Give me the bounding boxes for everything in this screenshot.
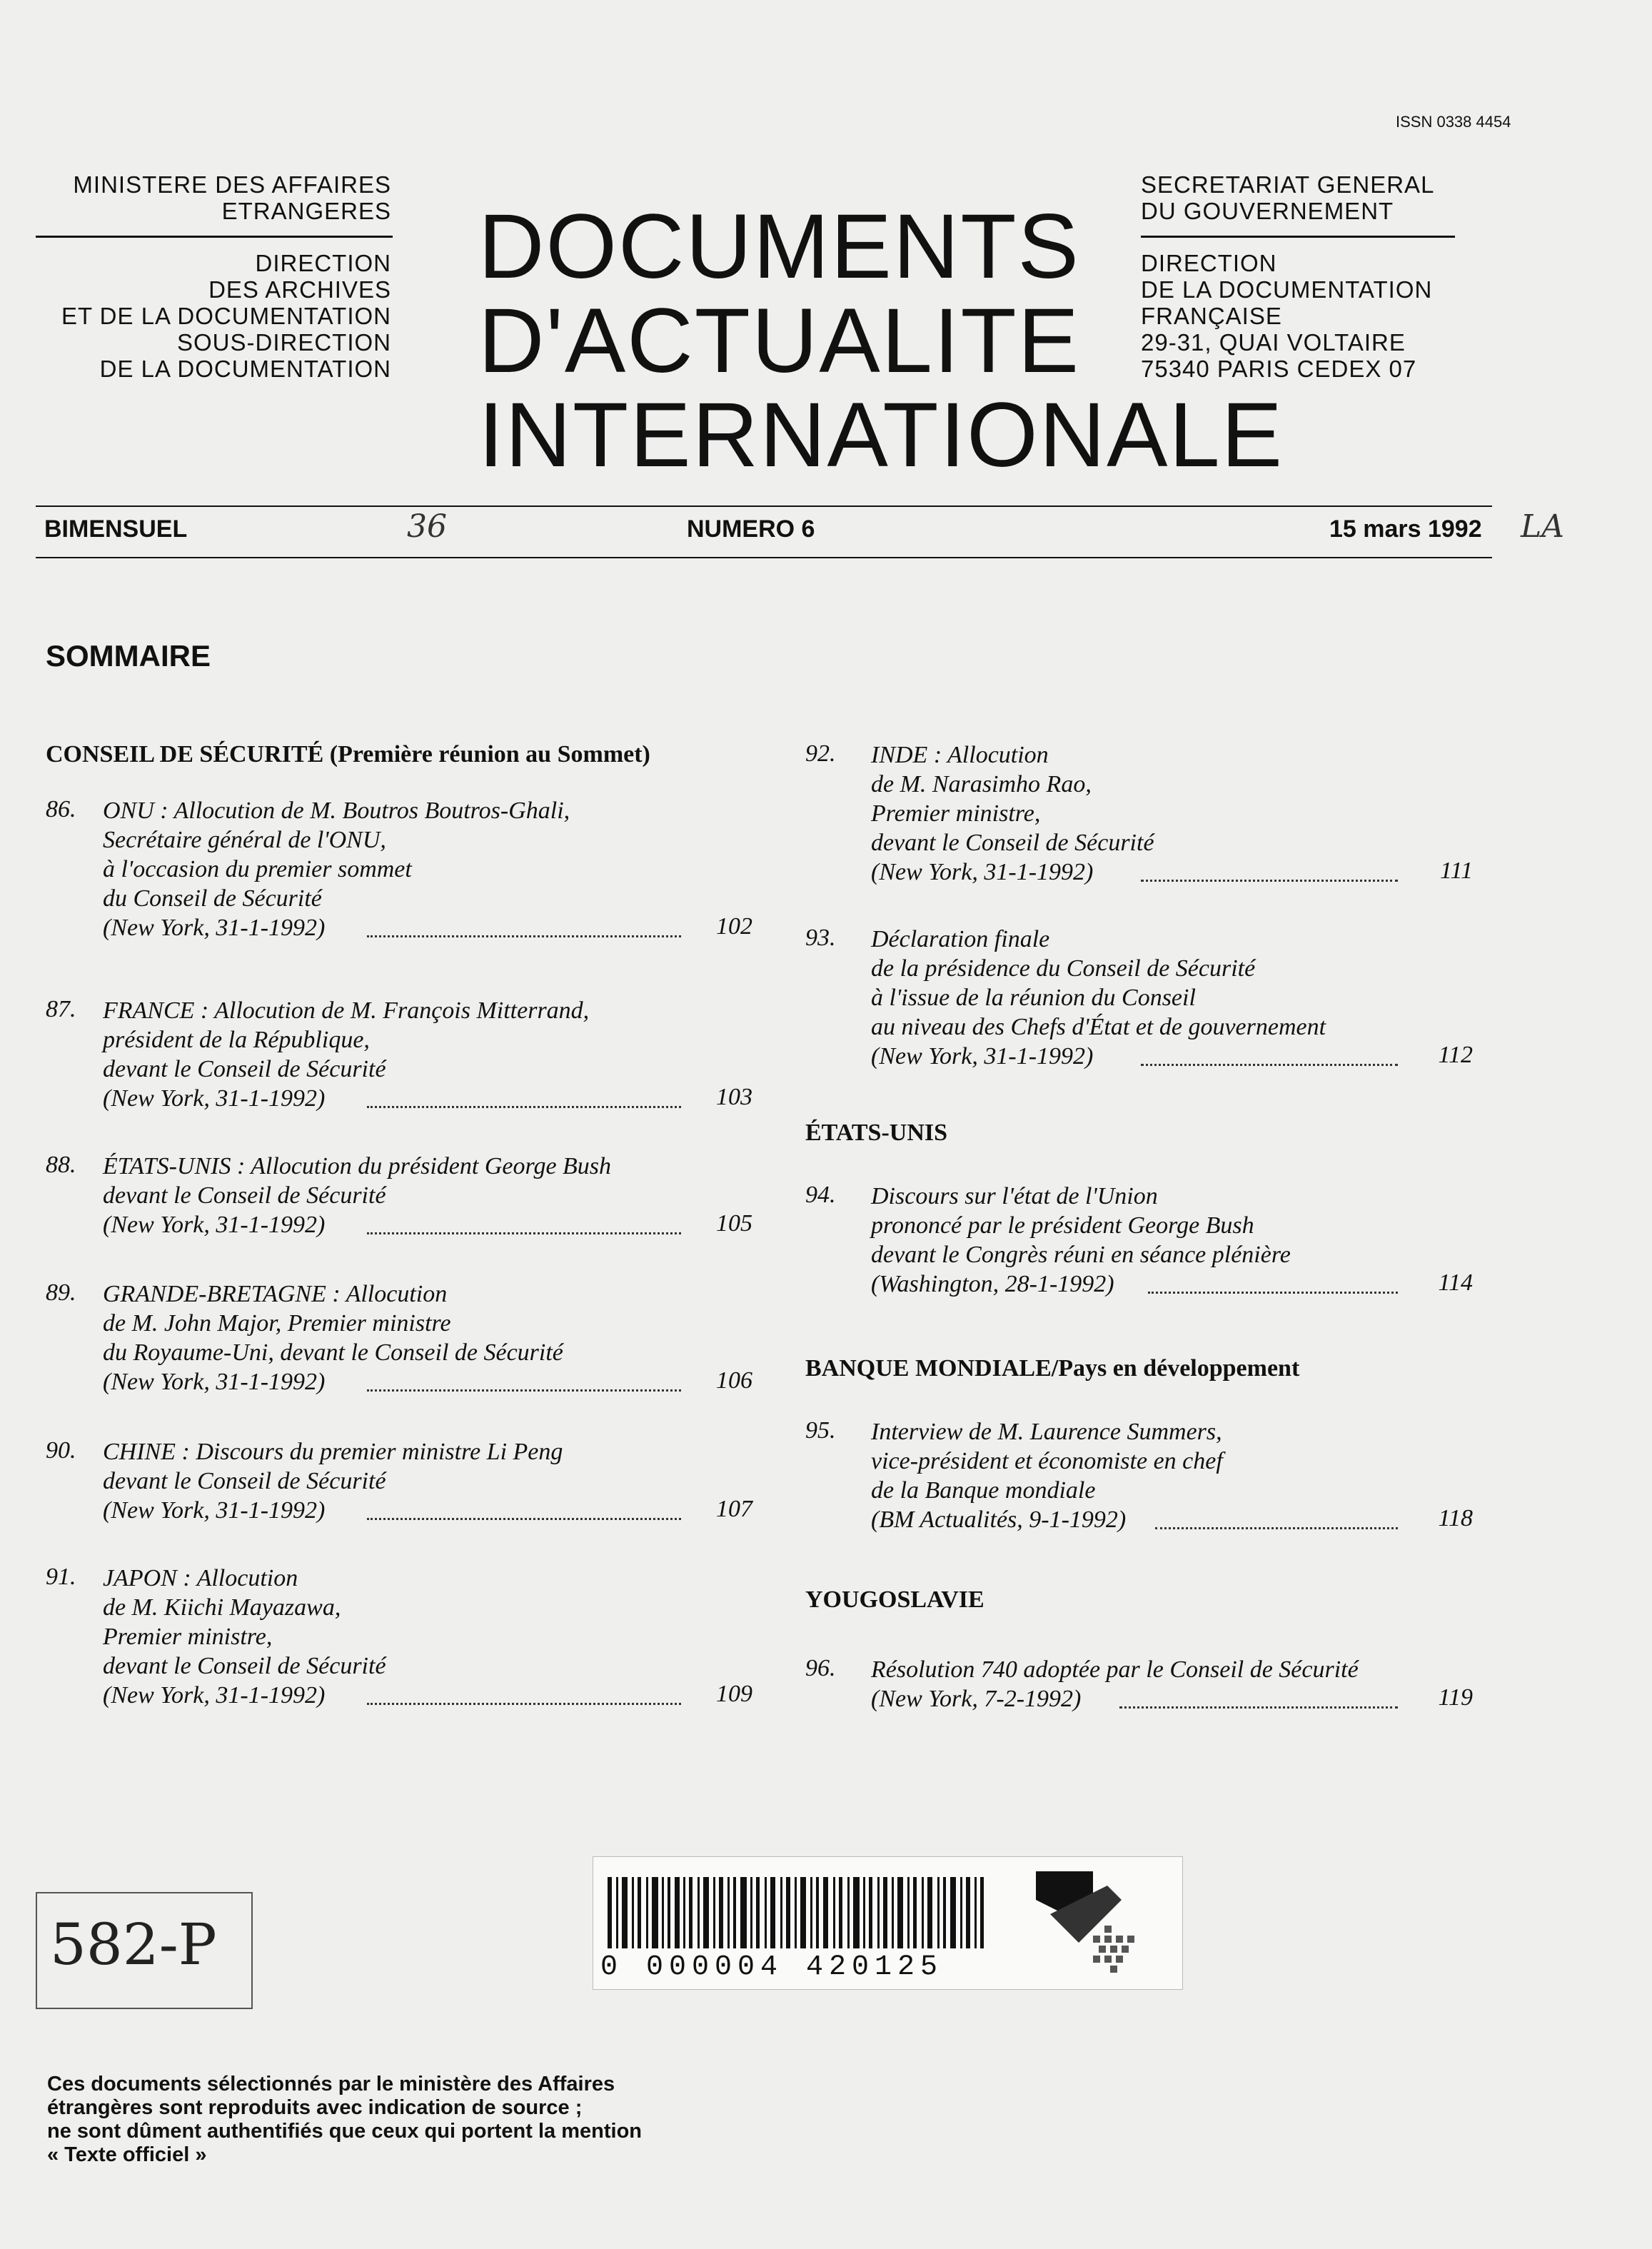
page-number: 107	[716, 1496, 752, 1522]
barcode-digits: 0 000004 420125	[600, 1951, 944, 1983]
entry-number: 90.	[46, 1437, 76, 1464]
toc-entry[interactable]	[805, 925, 1519, 1082]
entry-number: 95.	[805, 1417, 836, 1444]
page-number: 103	[716, 1084, 752, 1110]
entry-line: (New York, 31-1-1992)	[871, 1043, 1094, 1070]
header-right-line: SECRETARIAT GENERAL	[1141, 171, 1435, 198]
toc-entry[interactable]	[805, 1655, 1519, 1726]
entry-line: INDE : Allocution	[871, 742, 1049, 768]
toc-entry[interactable]	[46, 1437, 774, 1530]
entry-line: (BM Actualités, 9-1-1992)	[871, 1506, 1127, 1533]
page-number: 118	[1438, 1505, 1473, 1531]
entry-line: devant le Congrès réuni en séance plénière	[871, 1242, 1291, 1268]
footer-line: étrangères sont reproduits avec indication de source ;	[47, 2096, 583, 2119]
toc-entry[interactable]	[46, 1564, 774, 1721]
footer-line: ne sont dûment authentifiés que ceux qui portent la mention	[47, 2120, 642, 2143]
entry-line: devant le Conseil de Sécurité	[103, 1056, 386, 1082]
entry-line: de M. Narasimho Rao,	[871, 771, 1092, 798]
entry-line: JAPON : Allocution	[103, 1565, 298, 1591]
footer-notice	[47, 2073, 642, 2167]
entry-number: 91.	[46, 1564, 76, 1590]
issue-number: NUMERO 6	[687, 515, 815, 543]
entry-line: président de la République,	[103, 1027, 370, 1053]
entry-line: de M. John Major, Premier ministre	[103, 1310, 451, 1337]
footer-line: Ces documents sélectionnés par le ministère des Affaires	[47, 2073, 615, 2095]
header-left-line: DIRECTION	[255, 250, 391, 276]
entry-line: Résolution 740 adoptée par le Conseil de Sécurité	[871, 1656, 1359, 1683]
entry-line: de M. Kiichi Mayazawa,	[103, 1594, 341, 1621]
meta-rule-top	[36, 505, 1492, 507]
entry-number: 88.	[46, 1152, 76, 1178]
title-line: INTERNATIONALE	[478, 384, 1284, 486]
entry-line: de la Banque mondiale	[871, 1477, 1096, 1504]
entry-line: devant le Conseil de Sécurité	[103, 1653, 386, 1679]
archive-stamp-text: 582-P	[50, 1911, 217, 1978]
entry-line: Premier ministre,	[103, 1624, 273, 1650]
page-number: 112	[1438, 1042, 1473, 1068]
page-number: 102	[716, 913, 752, 940]
handwritten-number: 36	[407, 508, 447, 545]
entry-line: (New York, 31-1-1992)	[103, 1369, 326, 1395]
entry-line: devant le Conseil de Sécurité	[871, 830, 1154, 856]
toc-entry[interactable]	[805, 1417, 1519, 1546]
page-number: 111	[1440, 857, 1473, 884]
entry-line: ONU : Allocution de M. Boutros Boutros-Ghali,	[103, 798, 570, 824]
section-world-bank: BANQUE MONDIALE/Pays en développement	[805, 1355, 1300, 1382]
entry-number: 89.	[46, 1279, 76, 1306]
leader-dots	[1148, 1292, 1398, 1294]
section-united-states: ÉTATS-UNIS	[805, 1120, 948, 1146]
entry-line: vice-président et économiste en chef	[871, 1448, 1223, 1474]
handwritten-initials: LA	[1521, 508, 1564, 545]
title-line: D'ACTUALITE	[478, 290, 1080, 392]
entry-line: CHINE : Discours du premier ministre Li Peng	[103, 1439, 563, 1465]
leader-dots	[1141, 1064, 1398, 1066]
leader-dots	[367, 1389, 681, 1392]
header-right-line: DE LA DOCUMENTATION	[1141, 276, 1433, 303]
entry-line: (New York, 31-1-1992)	[103, 1212, 326, 1238]
toc-entry[interactable]	[46, 1279, 774, 1401]
header-left-line: DES ARCHIVES	[208, 276, 391, 303]
entry-line: (New York, 31-1-1992)	[871, 859, 1094, 885]
entry-line: du Conseil de Sécurité	[103, 885, 322, 912]
direction-archives	[61, 250, 391, 382]
toc-entry[interactable]	[46, 996, 774, 1117]
issue-date: 15 mars 1992	[1329, 515, 1482, 543]
sommaire-heading: SOMMAIRE	[46, 639, 211, 673]
header-left-line: SOUS-DIRECTION	[176, 329, 391, 356]
page-number: 114	[1438, 1269, 1473, 1296]
entry-line: devant le Conseil de Sécurité	[103, 1182, 386, 1209]
header-left-rule	[36, 236, 393, 238]
entry-line: ÉTATS-UNIS : Allocution du président George Bush	[103, 1153, 612, 1179]
entry-line: à l'issue de la réunion du Conseil	[871, 985, 1196, 1011]
entry-number: 96.	[805, 1655, 836, 1681]
entry-line: devant le Conseil de Sécurité	[103, 1468, 386, 1494]
page-number: 106	[716, 1367, 752, 1394]
entry-line: Discours sur l'état de l'Union	[871, 1183, 1158, 1209]
section-security-council: CONSEIL DE SÉCURITÉ (Première réunion au Sommet)	[46, 741, 650, 768]
entry-number: 92.	[805, 740, 836, 767]
frequency-label: BIMENSUEL	[44, 515, 188, 543]
entry-number: 93.	[805, 925, 836, 951]
leader-dots	[367, 1518, 681, 1520]
footer-line: « Texte officiel »	[47, 2143, 207, 2166]
barcode-label	[593, 1856, 1183, 1990]
header-right-line: 75340 PARIS CEDEX 07	[1141, 356, 1417, 382]
header-left-line: DE LA DOCUMENTATION	[99, 356, 391, 382]
entry-number: 87.	[46, 996, 76, 1022]
entry-line: Premier ministre,	[871, 800, 1041, 827]
archive-stamp-box	[36, 1892, 253, 2009]
entry-line: Interview de M. Laurence Summers,	[871, 1419, 1222, 1445]
header-left-line: ET DE LA DOCUMENTATION	[61, 303, 391, 329]
entry-line: FRANCE : Allocution de M. François Mitterrand,	[103, 997, 590, 1024]
leader-dots	[367, 1106, 681, 1108]
entry-number: 86.	[46, 796, 76, 822]
page-number: 109	[716, 1681, 752, 1707]
header-left-line: ETRANGERES	[221, 198, 391, 224]
ministry-name	[73, 171, 391, 224]
entry-line: (New York, 31-1-1992)	[103, 1682, 326, 1709]
page-number: 119	[1438, 1684, 1473, 1711]
page-number: 105	[716, 1210, 752, 1237]
toc-entry[interactable]	[805, 1182, 1519, 1310]
section-yugoslavia: YOUGOSLAVIE	[805, 1586, 984, 1613]
toc-entry[interactable]	[46, 1152, 774, 1244]
leader-dots	[367, 935, 681, 937]
entry-line: (New York, 7-2-1992)	[871, 1686, 1082, 1712]
entry-line: Secrétaire général de l'ONU,	[103, 827, 386, 853]
leader-dots	[1119, 1706, 1398, 1709]
entry-line: de la présidence du Conseil de Sécurité	[871, 955, 1256, 982]
toc-entry[interactable]	[46, 796, 774, 967]
entry-line: (New York, 31-1-1992)	[103, 1497, 326, 1524]
issn-number: ISSN 0338 4454	[1396, 113, 1511, 131]
entry-line: (New York, 31-1-1992)	[103, 1085, 326, 1112]
entry-line: GRANDE-BRETAGNE : Allocution	[103, 1281, 448, 1307]
entry-number: 94.	[805, 1182, 836, 1208]
header-right-line: DIRECTION	[1141, 250, 1277, 276]
entry-line: (New York, 31-1-1992)	[103, 915, 326, 941]
leader-dots	[1141, 880, 1398, 882]
entry-line: (Washington, 28-1-1992)	[871, 1271, 1114, 1297]
entry-line: à l'occasion du premier sommet	[103, 856, 412, 882]
entry-line: au niveau des Chefs d'État et de gouvernement	[871, 1014, 1326, 1040]
header-right-line: DU GOUVERNEMENT	[1141, 198, 1394, 224]
entry-line: du Royaume-Uni, devant le Conseil de Sécurité	[103, 1339, 563, 1366]
leader-dots	[1155, 1527, 1398, 1529]
leader-dots	[367, 1703, 681, 1705]
toc-entry[interactable]	[805, 740, 1519, 897]
header-left-line: MINISTERE DES AFFAIRES	[73, 171, 391, 198]
header-right-line: FRANÇAISE	[1141, 303, 1282, 329]
leader-dots	[367, 1232, 681, 1234]
entry-line: prononcé par le président George Bush	[871, 1212, 1254, 1239]
header-right-line: 29-31, QUAI VOLTAIRE	[1141, 329, 1406, 356]
publication-title	[478, 196, 1284, 486]
meta-rule-bottom	[36, 557, 1492, 558]
entry-line: Déclaration finale	[871, 926, 1050, 952]
title-line: DOCUMENTS	[478, 196, 1080, 298]
